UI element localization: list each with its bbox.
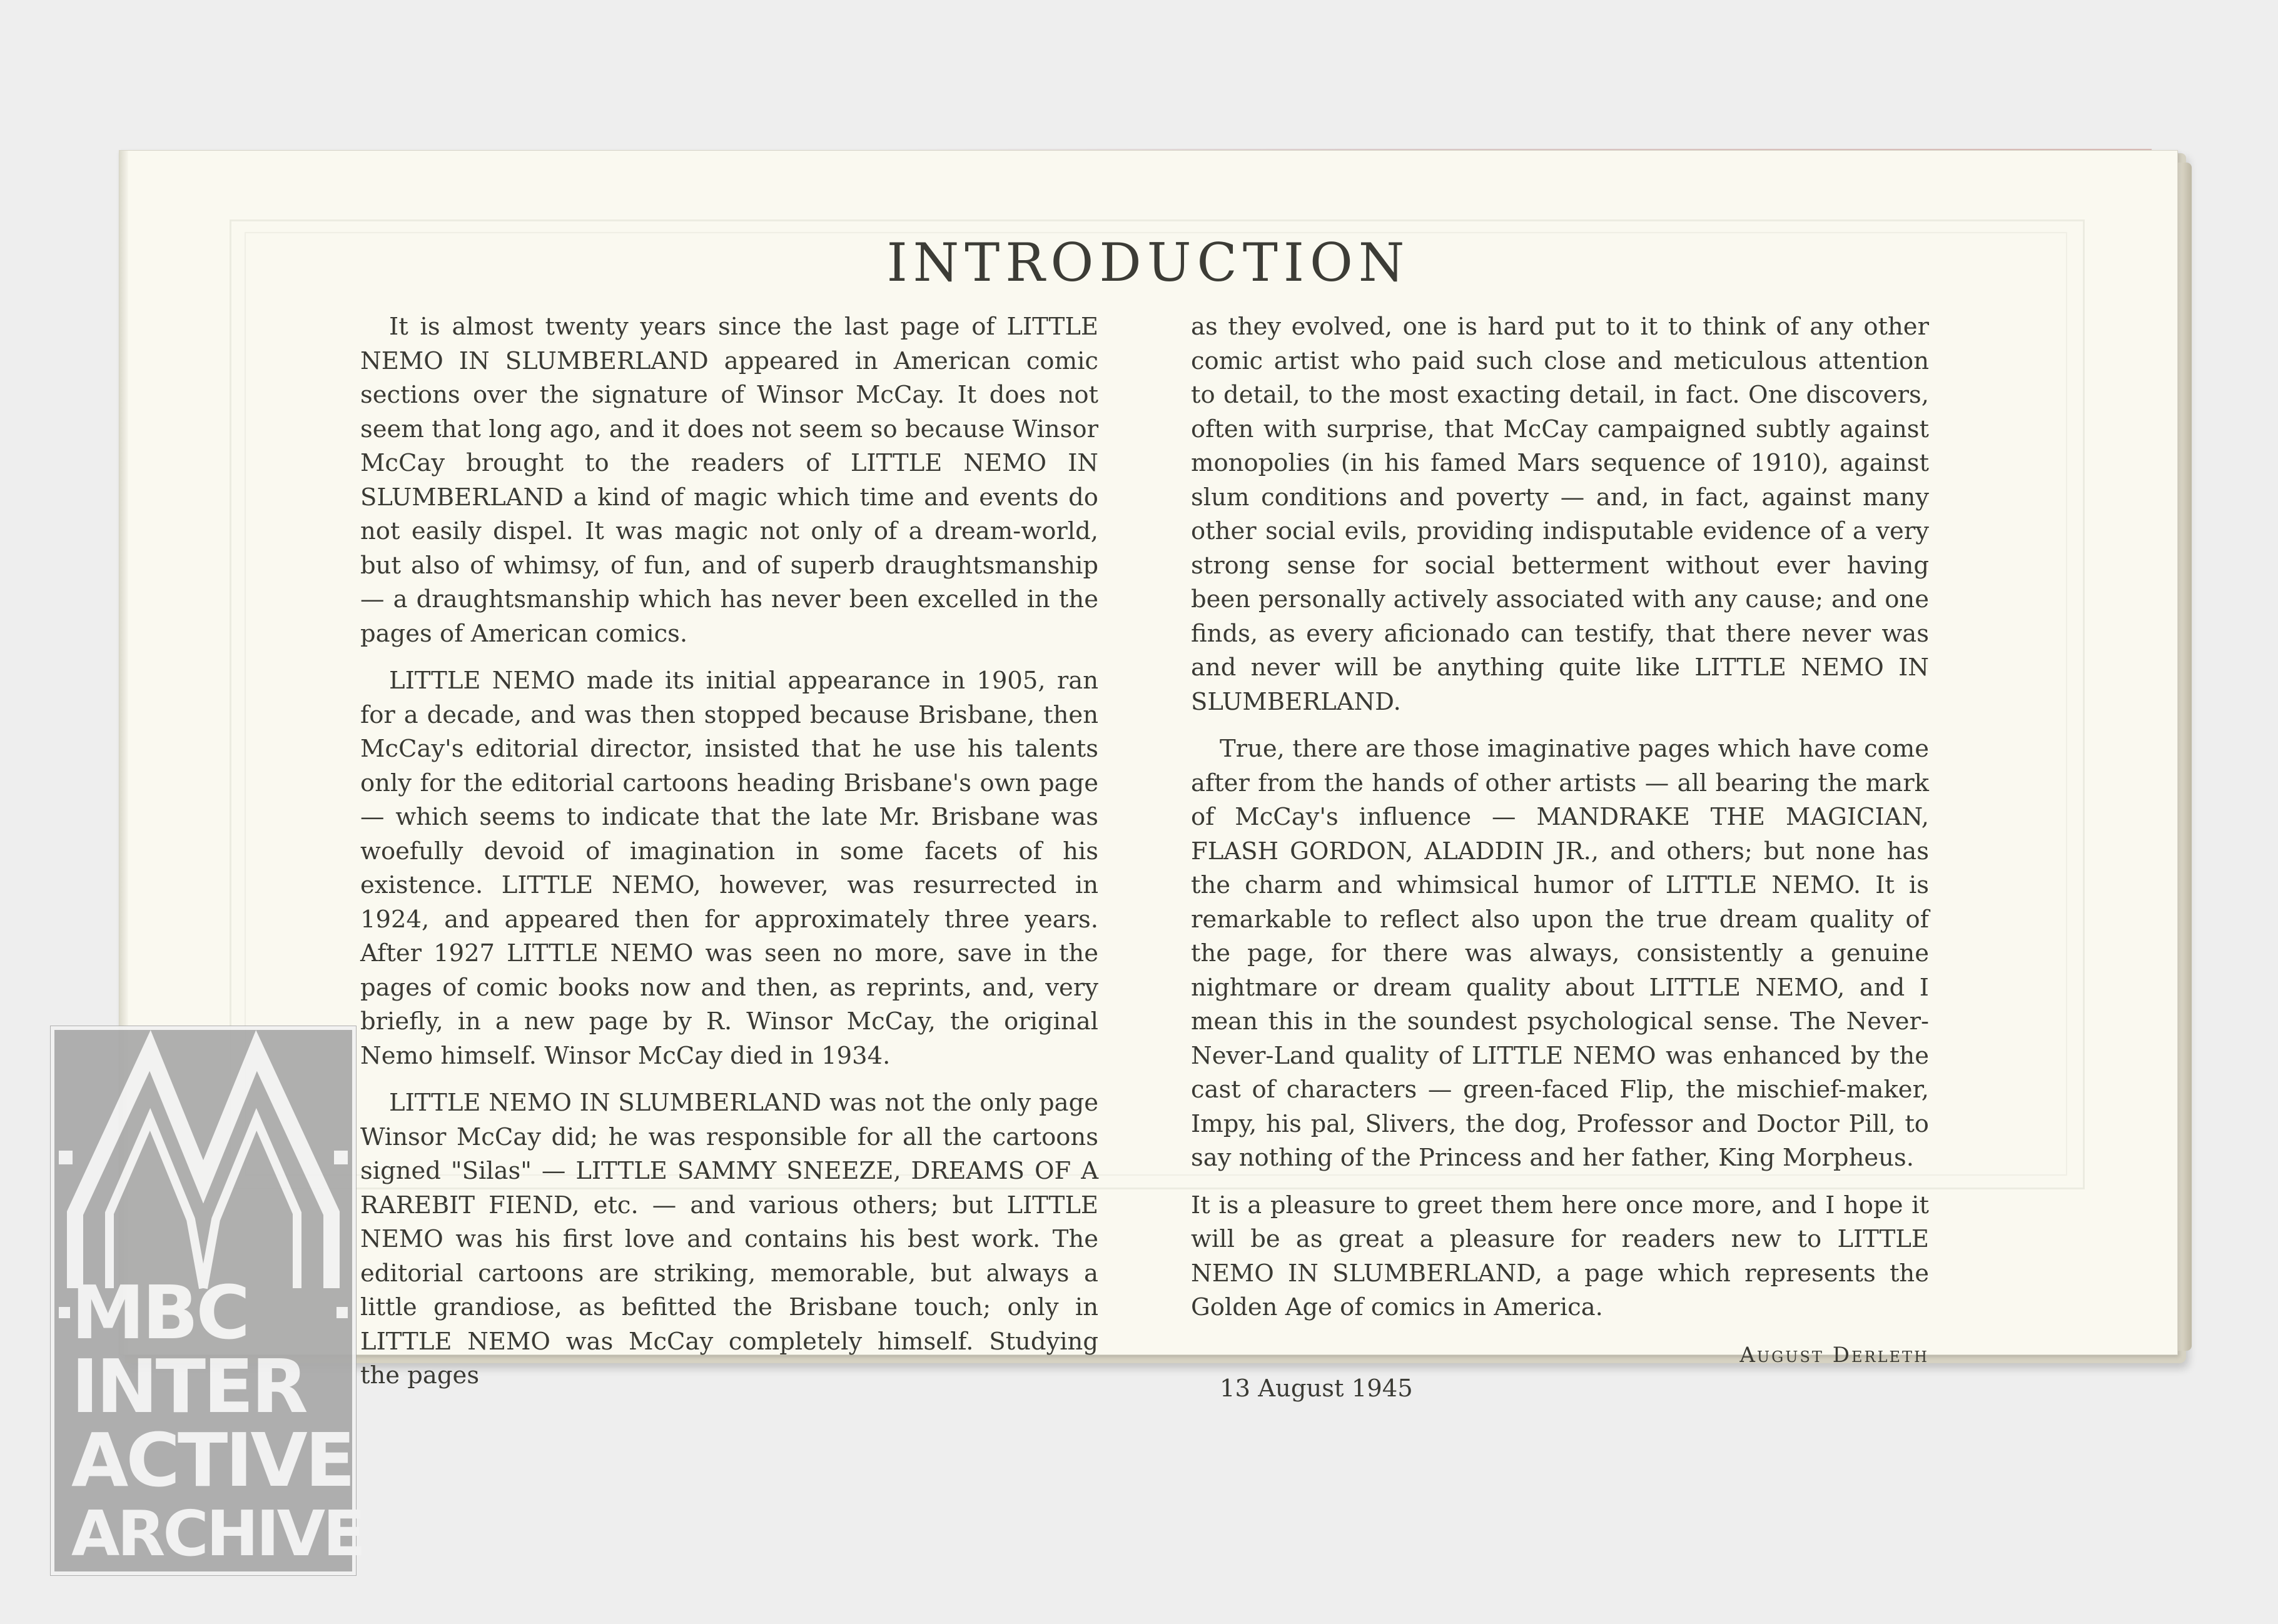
watermark-line-2: INTER <box>71 1343 306 1430</box>
left-paragraph-1: It is almost twenty years since the last page of LITTLE NEMO IN SLUMBERLAND appeared in American comic sections over the signature of Winsor McCay. It does not seem that long ago, and it does not seem so because Winsor McCay brought to the readers of LITTLE NEMO IN SLUMBERLAND a kind of magic which time and events do not easily dispel. It was magic not only of a dream-world, but also of whimsy, of fun, and of superb draughtsmanship — a draughtsmanship which has never been excelled in the pages of American comics. <box>360 313 1098 648</box>
left-paragraph-3: LITTLE NEMO IN SLUMBERLAND was not the only page Winsor McCay did; he was responsible for all the cartoons signed "Silas" — LITTLE SAMMY SNEEZE, DREAMS OF A RAREBIT FIEND, etc. — and various others; but LITTLE NEMO was his first love and contains his best work. The editorial cartoons are striking, memorable, but always a little grandiose, as befitted the Brisbane touch; only in LITTLE NEMO was McCay completely himself. Studying the pages <box>360 1089 1098 1389</box>
watermark-line-1: MBC <box>71 1269 248 1356</box>
right-paragraph-2: True, there are those imaginative pages which have come after from the hands of other artists — all bearing the mark of McCay's influence — MANDRAKE THE MAGICIAN, FLASH GORDON, ALADDIN JR., and others; but none has the charm and whimsical humor of LITTLE NEMO. It is remarkable to reflect also upon the true dream quality of the page, for there was always, consistently a genuine nightmare or dream quality about LITTLE NEMO, and I mean this in the soundest psychological sense. The Never-Never-Land quality of LITTLE NEMO was enhanced by the cast of characters — green-faced Flip, the mischief-maker, Impy, his pal, Slivers, the dog, Professor and Doctor Pill, to say nothing of the Princess and her father, King Morpheus. <box>1191 735 1929 1172</box>
left-column <box>360 310 1098 1406</box>
right-paragraph-3: It is a pleasure to greet them here once more, and I hope it will be as great a pleasure for readers new to LITTLE NEMO IN SLUMBERLAND, a page which represents the Golden Age of comics in America. <box>1191 1191 1929 1321</box>
watermark-line-4: ARCHIVE <box>71 1497 363 1570</box>
page-title: INTRODUCTION <box>886 232 1410 293</box>
right-paragraph-1: as they evolved, one is hard put to it to think of any other comic artist who paid such close and meticulous attention to detail, to the most exacting detail, in fact. One discovers, often with surprise, that McCay campaigned subtly against monopolies (in his famed Mars sequence of 1910), against slum conditions and poverty — and, in fact, against many other social evils, providing indisputable evidence of a very strong sense for social betterment without ever having been personally actively associated with any cause; and one finds, as every aficionado can testify, that there never was and never will be anything quite like LITTLE NEMO IN SLUMBERLAND. <box>1191 313 1929 716</box>
watermark-line-3: ACTIVE <box>71 1417 353 1503</box>
left-paragraph-2: LITTLE NEMO made its initial appearance in 1905, ran for a decade, and was then stopped because Brisbane, then McCay's editorial director, insisted that he use his talents only for the editorial cartoons heading Brisbane's own page — which seems to indicate that the late Mr. Brisbane was woefully devoid of imagination in some facets of his existence. LITTLE NEMO, however, was resurrected in 1924, and appeared then for approximately three years. After 1927 LITTLE NEMO was seen no more, save in the pages of comic books now and then, as reprints, and, very briefly, in a new page by R. Winsor McCay, the original Nemo himself. Winsor McCay died in 1934. <box>360 667 1098 1070</box>
author-signature: August Derleth <box>1739 1342 1929 1368</box>
right-column <box>1191 310 1929 1420</box>
date-line: 13 August 1945 <box>1220 1374 1413 1403</box>
archive-watermark-logo <box>50 1026 363 1576</box>
